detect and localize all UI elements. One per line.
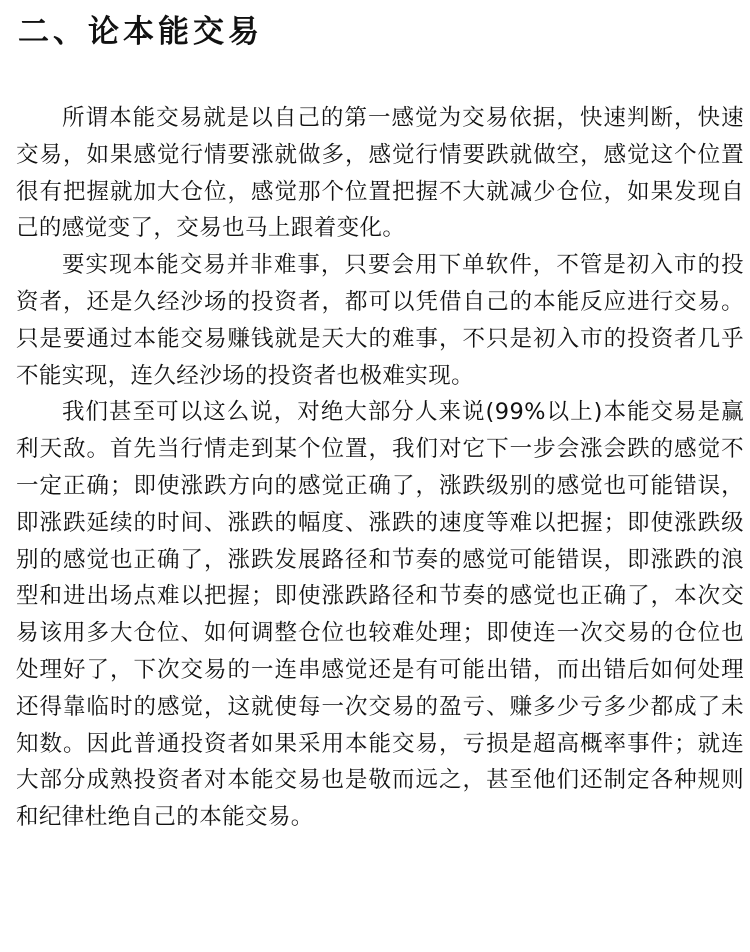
paragraph-2: 要实现本能交易并非难事，只要会用下单软件，不管是初入市的投资者，还是久经沙场的投资者，都可以凭借自己的本能反应进行交易。只是要通过本能交易赚钱就是天大的难事，不只是初入市的投资者几乎不能实现，连久经沙场的投资者也极难实现。 [16, 252, 744, 389]
paragraph-3: 我们甚至可以这么说，对绝大部分人来说(99%以上)本能交易是赢利天敌。首先当行情走到某个位置，我们对它下一步会涨会跌的感觉不一定正确；即使涨跌方向的感觉正确了，涨跌级别的感觉也可能错误，即涨跌延续的时间、涨跌的幅度、涨跌的速度等难以把握；即使涨跌级别的感觉也正确了，涨跌发展路径和节奏的感觉可能错误，即涨跌的浪型和进出场点难以把握；即使涨跌路径和节奏的感觉也正确了，本次交易该用多大仓位、如何调整仓位也较难处理；即使连一次交易的仓位也处理好了，下次交易的一连串感觉还是有可能出错，而出错后如何处理还得靠临时的感觉，这就使每一次交易的盈亏、赚多少亏多少都成了未知数。因此普通投资者如果采用本能交易，亏损是超高概率事件；就连大部分成熟投资者对本能交易也是敬而远之，甚至他们还制定各种规则和纪律杜绝自己的本能交易。 [16, 399, 744, 831]
section-title: 二、论本能交易 [18, 14, 263, 50]
paragraph-1: 所谓本能交易就是以自己的第一感觉为交易依据，快速判断，快速交易，如果感觉行情要涨就做多，感觉行情要跌就做空，感觉这个位置很有把握就加大仓位，感觉那个位置把握不大就减少仓位，如果发现自己的感觉变了，交易也马上跟着变化。 [16, 105, 744, 242]
body-text [16, 100, 744, 836]
